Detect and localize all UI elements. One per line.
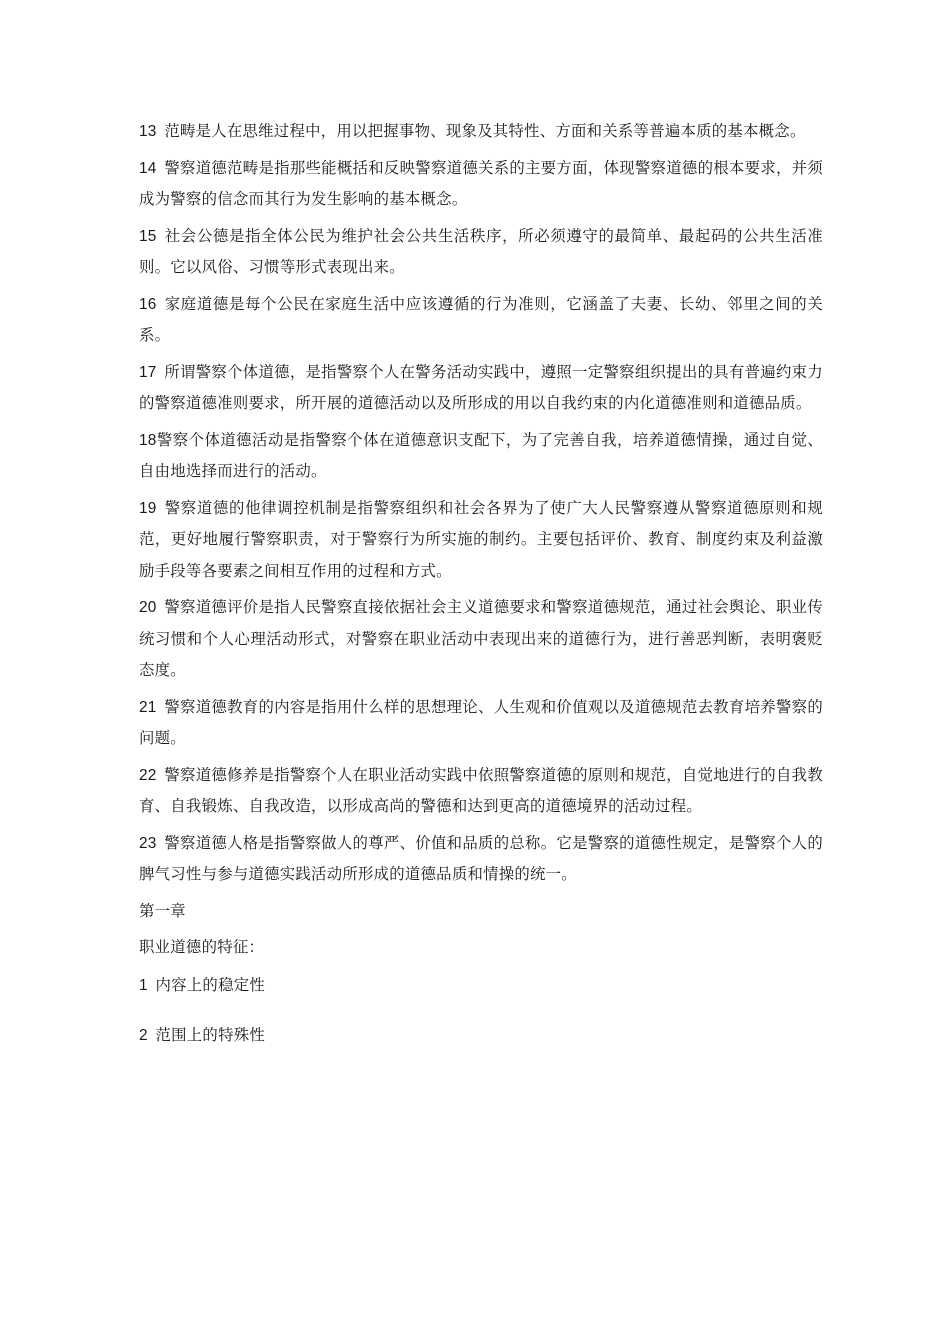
paragraph-text: 警察道德人格是指警察做人的尊严、价值和品质的总称。它是警察的道德性规定，是警察个人的脾气习性与参与道德实践活动所形成的道德品质和情操的统一。 (139, 833, 823, 883)
paragraph-number: 13 (139, 123, 157, 140)
definition-paragraph-14 (139, 153, 823, 216)
definition-paragraph-19 (139, 493, 823, 588)
paragraph-text: 警察道德范畴是指那些能概括和反映警察道德关系的主要方面，体现警察道德的根本要求，并须成为警察的信念而其行为发生影响的基本概念。 (139, 158, 823, 208)
definition-paragraph-15 (139, 221, 823, 284)
feature-number: 2 (139, 1027, 148, 1044)
paragraph-number: 18 (139, 431, 157, 449)
section-title: 职业道德的特征： (139, 938, 265, 956)
paragraph-number: 23 (139, 834, 157, 852)
paragraph-text: 社会公德是指全体公民为维护社会公共生活秩序，所必须遵守的最简单、最起码的公共生活准则。它以风俗、习惯等形式表现出来。 (139, 226, 823, 276)
feature-text: 范围上的特殊性 (155, 1026, 265, 1044)
definition-paragraph-21 (139, 692, 823, 755)
definition-paragraph-23 (139, 828, 823, 891)
paragraph-number: 15 (139, 227, 157, 245)
paragraph-text: 所谓警察个体道德，是指警察个人在警务活动实践中，遵照一定警察组织提出的具有普遍约束力的警察道德准则要求，所开展的道德活动以及所形成的用以自我约束的内化道德准则和道德品质。 (139, 362, 823, 412)
paragraph-number: 17 (139, 363, 157, 381)
definition-paragraph-22 (139, 760, 823, 823)
feature-text: 内容上的稳定性 (155, 975, 265, 994)
feature-number: 1 (139, 976, 148, 994)
paragraph-text: 范畴是人在思维过程中，用以把握事物、现象及其特性、方面和关系等普遍本质的基本概念。 (164, 122, 806, 140)
paragraph-text: 家庭道德是每个公民在家庭生活中应该遵循的行为准则，它涵盖了夫妻、长幼、邻里之间的关系。 (139, 294, 823, 344)
paragraph-number: 16 (139, 295, 157, 313)
paragraph-number: 21 (139, 698, 157, 716)
chapter-title: 第一章 (139, 901, 186, 920)
paragraph-number: 20 (139, 599, 157, 616)
definition-paragraph-16 (139, 289, 823, 352)
document-body (139, 116, 823, 1052)
paragraph-number: 22 (139, 766, 157, 784)
feature-item-1 (139, 970, 823, 1002)
feature-item-2 (139, 1020, 823, 1052)
paragraph-text: 警察道德的他律调控机制是指警察组织和社会各界为了使广大人民警察遵从警察道德原则和规范，更好地履行警察职责，对于警察行为所实施的制约。主要包括评价、教育、制度约束及利益激励手段等各要素之间相互作用的过程和方式。 (139, 498, 823, 580)
paragraph-text: 警察个体道德活动是指警察个体在道德意识支配下，为了完善自我，培养道德情操，通过自觉、自由地选择而进行的活动。 (139, 430, 823, 480)
paragraph-text: 警察道德评价是指人民警察直接依据社会主义道德要求和警察道德规范，通过社会舆论、职业传统习惯和个人心理活动形式，对警察在职业活动中表现出来的道德行为，进行善恶判断，表明褒贬态度。 (139, 598, 823, 679)
paragraph-number: 14 (139, 159, 157, 177)
paragraph-number: 19 (139, 499, 157, 517)
paragraph-text: 警察道德教育的内容是指用什么样的思想理论、人生观和价值观以及道德规范去教育培养警察的问题。 (139, 697, 823, 747)
definition-paragraph-13 (139, 116, 823, 148)
definition-paragraph-20 (139, 592, 823, 687)
definition-paragraph-17 (139, 357, 823, 420)
definition-paragraph-18 (139, 425, 823, 488)
paragraph-text: 警察道德修养是指警察个人在职业活动实践中依照警察道德的原则和规范，自觉地进行的自我教育、自我锻炼、自我改造，以形成高尚的警德和达到更高的道德境界的活动过程。 (139, 765, 823, 815)
